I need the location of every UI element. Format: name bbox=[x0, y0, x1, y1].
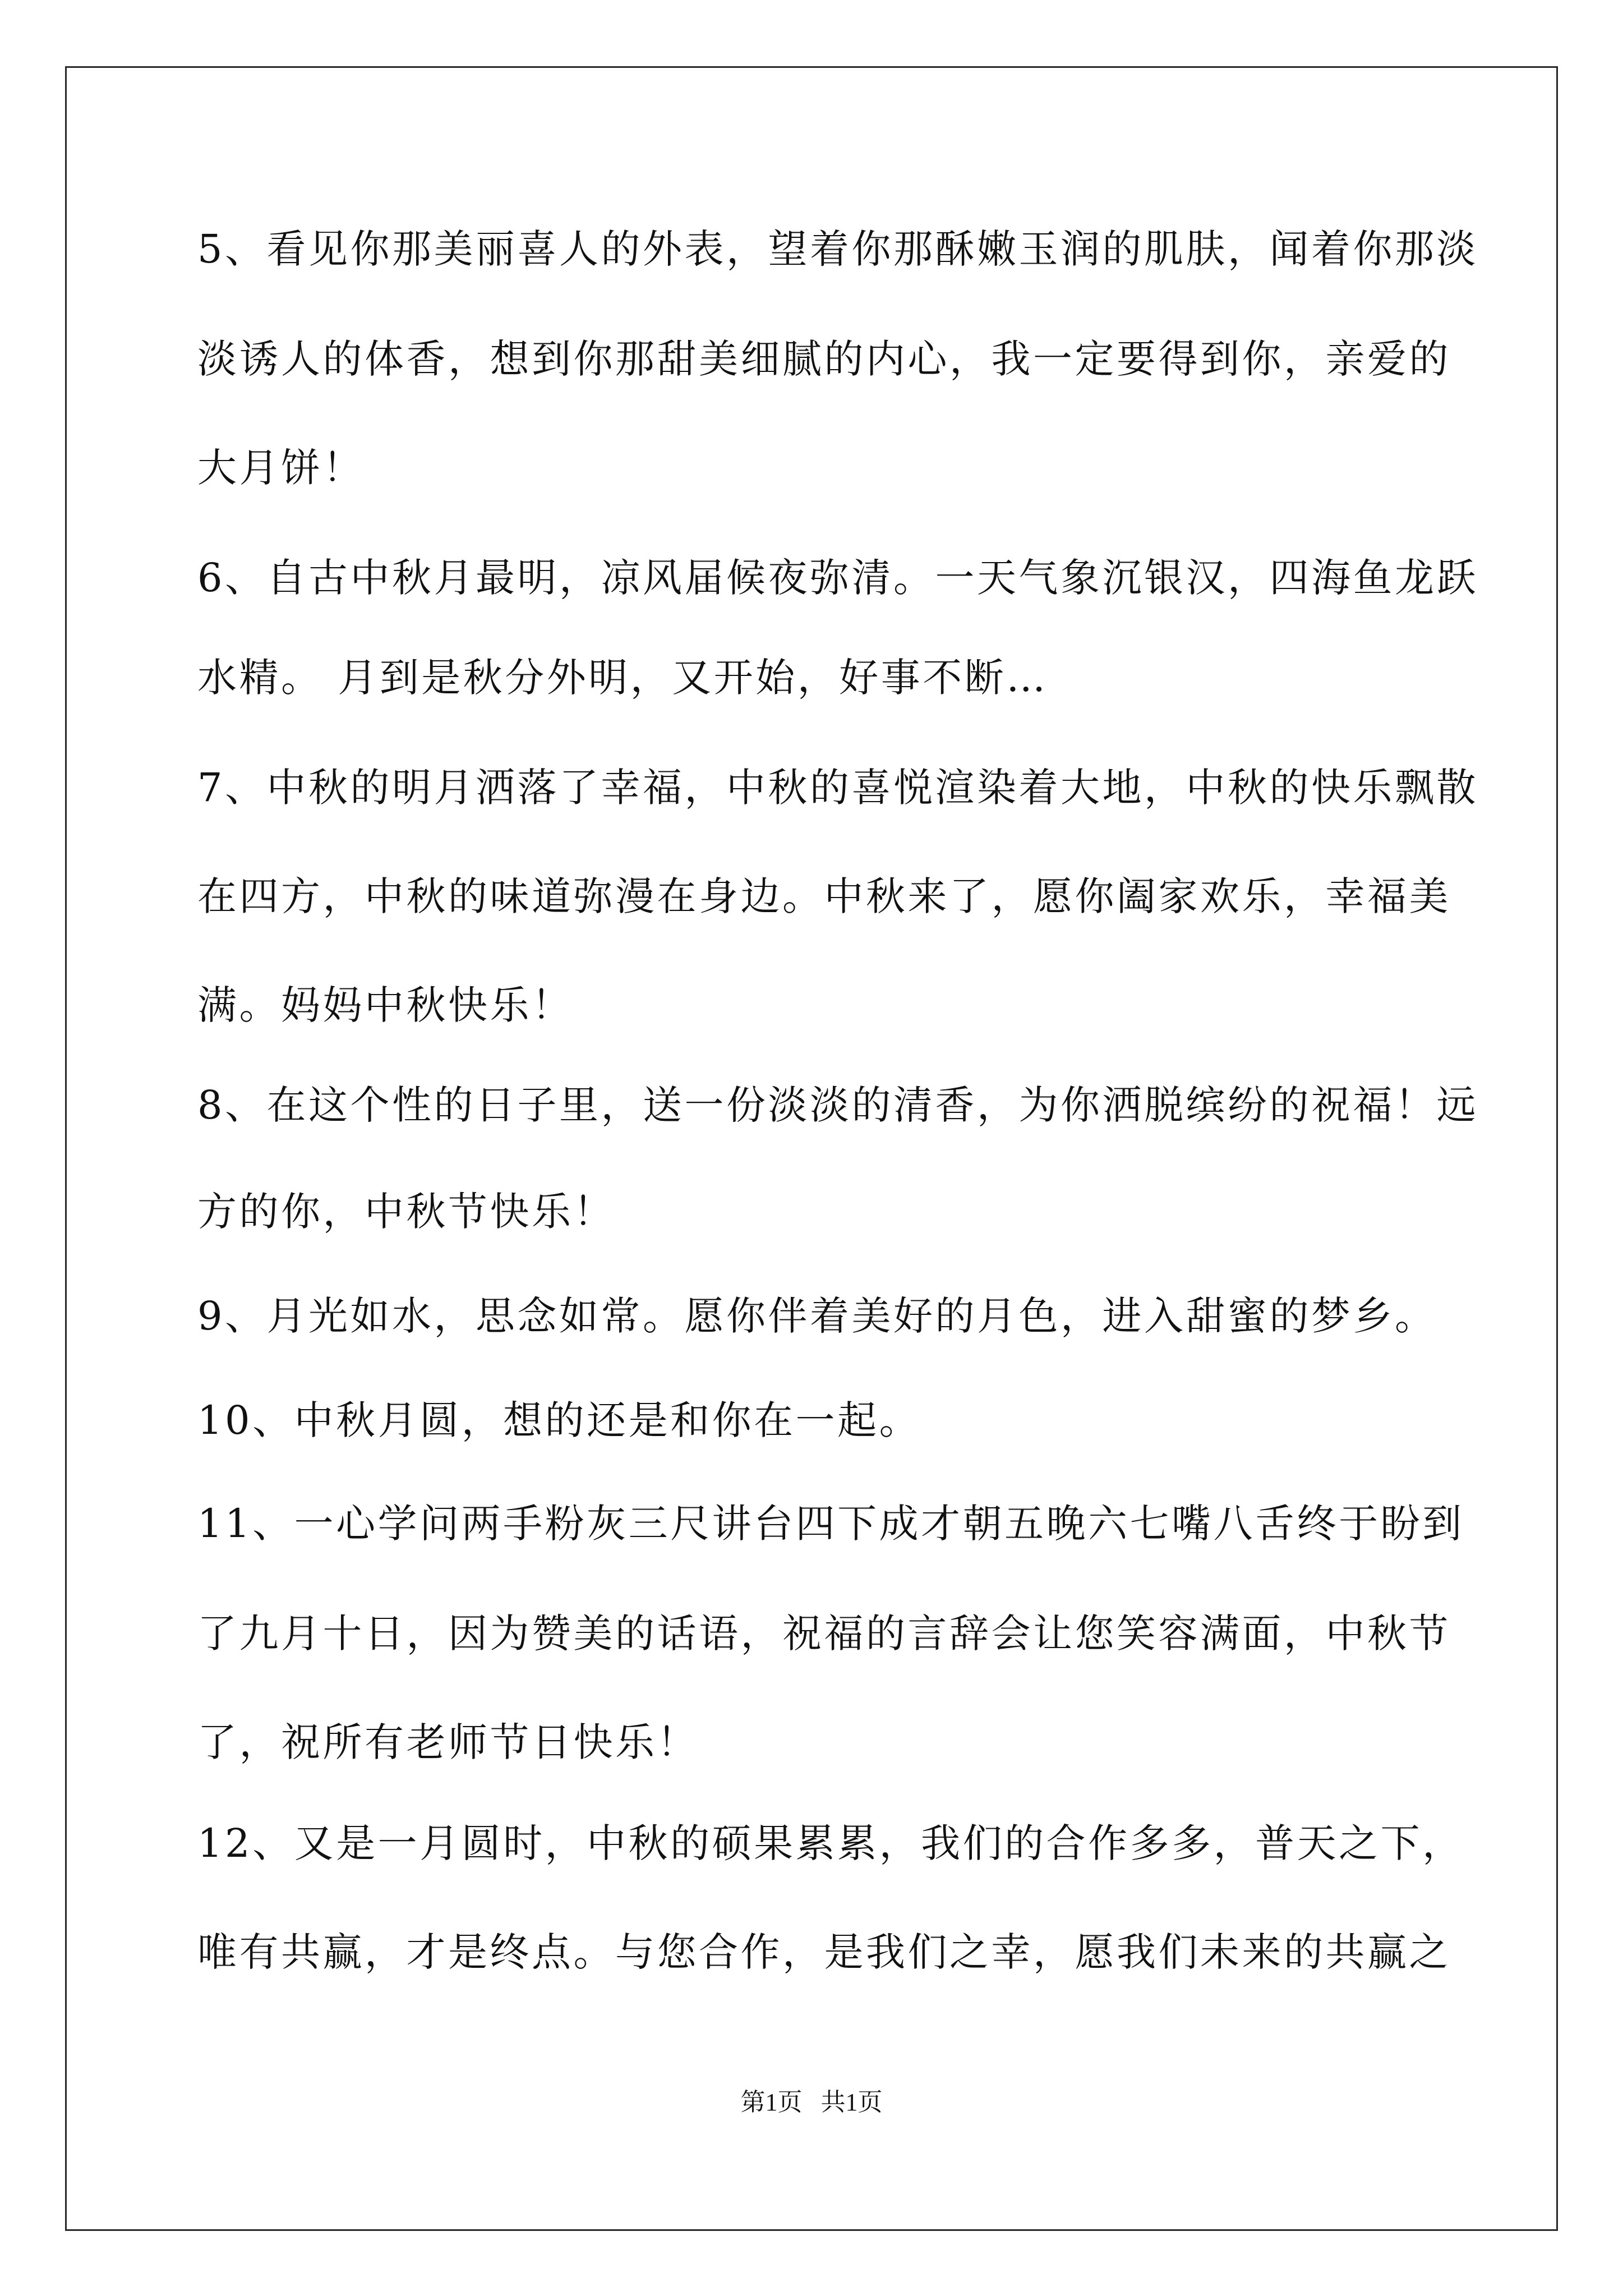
text-line: 8、在这个性的日子里，送一份淡淡的清香，为你洒脱缤纷的祝福！远 bbox=[197, 1082, 1479, 1128]
text-line: 满。妈妈中秋快乐！ bbox=[197, 982, 574, 1028]
text-line: 大月饼！ bbox=[197, 445, 365, 491]
text-line: 5、看见你那美丽喜人的外表，望着你那酥嫩玉润的肌肤，闻着你那淡 bbox=[197, 226, 1479, 272]
text-line: 在四方，中秋的味道弥漫在身边。中秋来了，愿你阖家欢乐，幸福美 bbox=[197, 873, 1451, 919]
text-line: 淡诱人的体香，想到你那甜美细腻的内心，我一定要得到你，亲爱的 bbox=[197, 336, 1451, 382]
text-line: 方的你，中秋节快乐！ bbox=[197, 1189, 615, 1235]
text-line: 了九月十日，因为赞美的话语，祝福的言辞会让您笑容满面，中秋节 bbox=[197, 1611, 1451, 1657]
text-line: 11、一心学问两手粉灰三尺讲台四下成才朝五晚六七嘴八舌终于盼到 bbox=[197, 1501, 1464, 1547]
text-line: 水精。 月到是秋分外明，又开始，好事不断… bbox=[197, 655, 1048, 701]
text-line: 7、中秋的明月洒落了幸福，中秋的喜悦渲染着大地，中秋的快乐飘散 bbox=[197, 765, 1479, 811]
text-line: 6、自古中秋月最明，凉风届候夜弥清。一天气象沉银汉，四海鱼龙跃 bbox=[197, 555, 1479, 601]
text-line: 9、月光如水，思念如常。愿你伴着美好的月色，进入甜蜜的梦乡。 bbox=[197, 1293, 1437, 1339]
page-border bbox=[65, 66, 1558, 2231]
text-line: 10、中秋月圆，想的还是和你在一起。 bbox=[197, 1397, 921, 1443]
text-line: 了，祝所有老师节日快乐！ bbox=[197, 1719, 699, 1765]
text-line: 唯有共赢，才是终点。与您合作，是我们之幸，愿我们未来的共赢之 bbox=[197, 1929, 1451, 1975]
page-footer: 第1页 共1页 bbox=[740, 2088, 883, 2116]
text-line: 12、又是一月圆时，中秋的硕果累累，我们的合作多多，普天之下， bbox=[197, 1820, 1464, 1866]
